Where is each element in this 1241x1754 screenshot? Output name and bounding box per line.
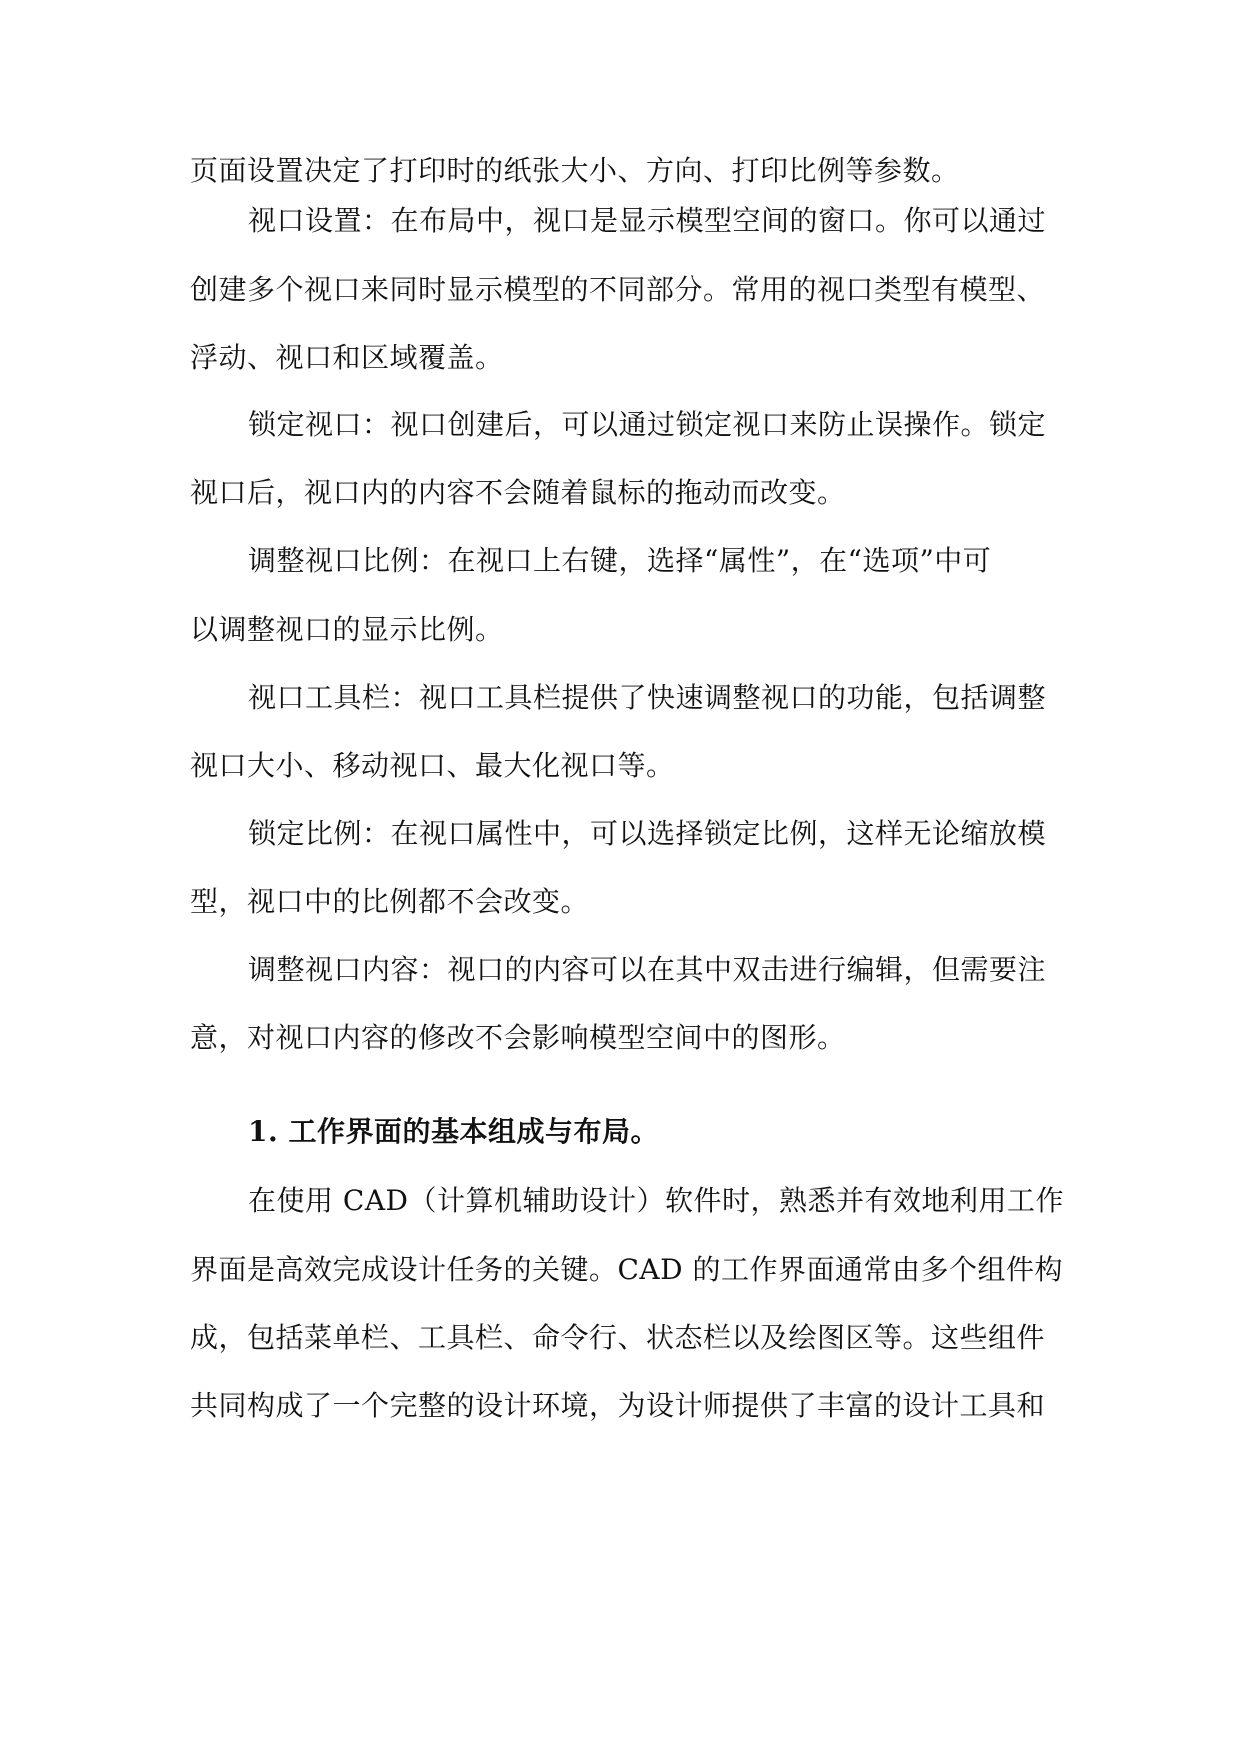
paragraph-line: 浮动、视口和区域覆盖。 bbox=[190, 341, 504, 374]
paragraph-line: 调整视口内容：视口的内容可以在其中双击进行编辑，但需要注 bbox=[248, 953, 1047, 986]
paragraph-line: 共同构成了一个完整的设计环境，为设计师提供了丰富的设计工具和 bbox=[190, 1389, 1046, 1422]
paragraph-line: 视口工具栏：视口工具栏提供了快速调整视口的功能，包括调整 bbox=[248, 681, 1047, 714]
paragraph-line: 型，视口中的比例都不会改变。 bbox=[190, 885, 590, 918]
section-heading: 1. 工作界面的基本组成与布局。 bbox=[248, 1115, 659, 1148]
paragraph-line: 页面设置决定了打印时的纸张大小、方向、打印比例等参数。 bbox=[190, 154, 960, 187]
paragraph-line: 界面是高效完成设计任务的关键。CAD 的工作界面通常由多个组件构 bbox=[190, 1253, 1063, 1286]
paragraph-line: 以调整视口的显示比例。 bbox=[190, 613, 504, 646]
paragraph-line: 锁定视口：视口创建后，可以通过锁定视口来防止误操作。锁定 bbox=[248, 408, 1047, 441]
paragraph-line: 在使用 CAD（计算机辅助设计）软件时，熟悉并有效地利用工作 bbox=[248, 1184, 1064, 1217]
paragraph-line: 成，包括菜单栏、工具栏、命令行、状态栏以及绘图区等。这些组件 bbox=[190, 1321, 1046, 1354]
paragraph-line: 视口后，视口内的内容不会随着鼠标的拖动而改变。 bbox=[190, 476, 846, 509]
paragraph-line: 创建多个视口来同时显示模型的不同部分。常用的视口类型有模型、 bbox=[190, 273, 1046, 306]
paragraph-line: 视口大小、移动视口、最大化视口等。 bbox=[190, 749, 675, 782]
paragraph-line: 锁定比例：在视口属性中，可以选择锁定比例，这样无论缩放模 bbox=[248, 817, 1047, 850]
paragraph-line: 意，对视口内容的修改不会影响模型空间中的图形。 bbox=[190, 1021, 846, 1054]
paragraph-line: 视口设置：在布局中，视口是显示模型空间的窗口。你可以通过 bbox=[248, 204, 1047, 237]
paragraph-line: 调整视口比例：在视口上右键，选择“属性”，在“选项”中可 bbox=[248, 544, 992, 577]
